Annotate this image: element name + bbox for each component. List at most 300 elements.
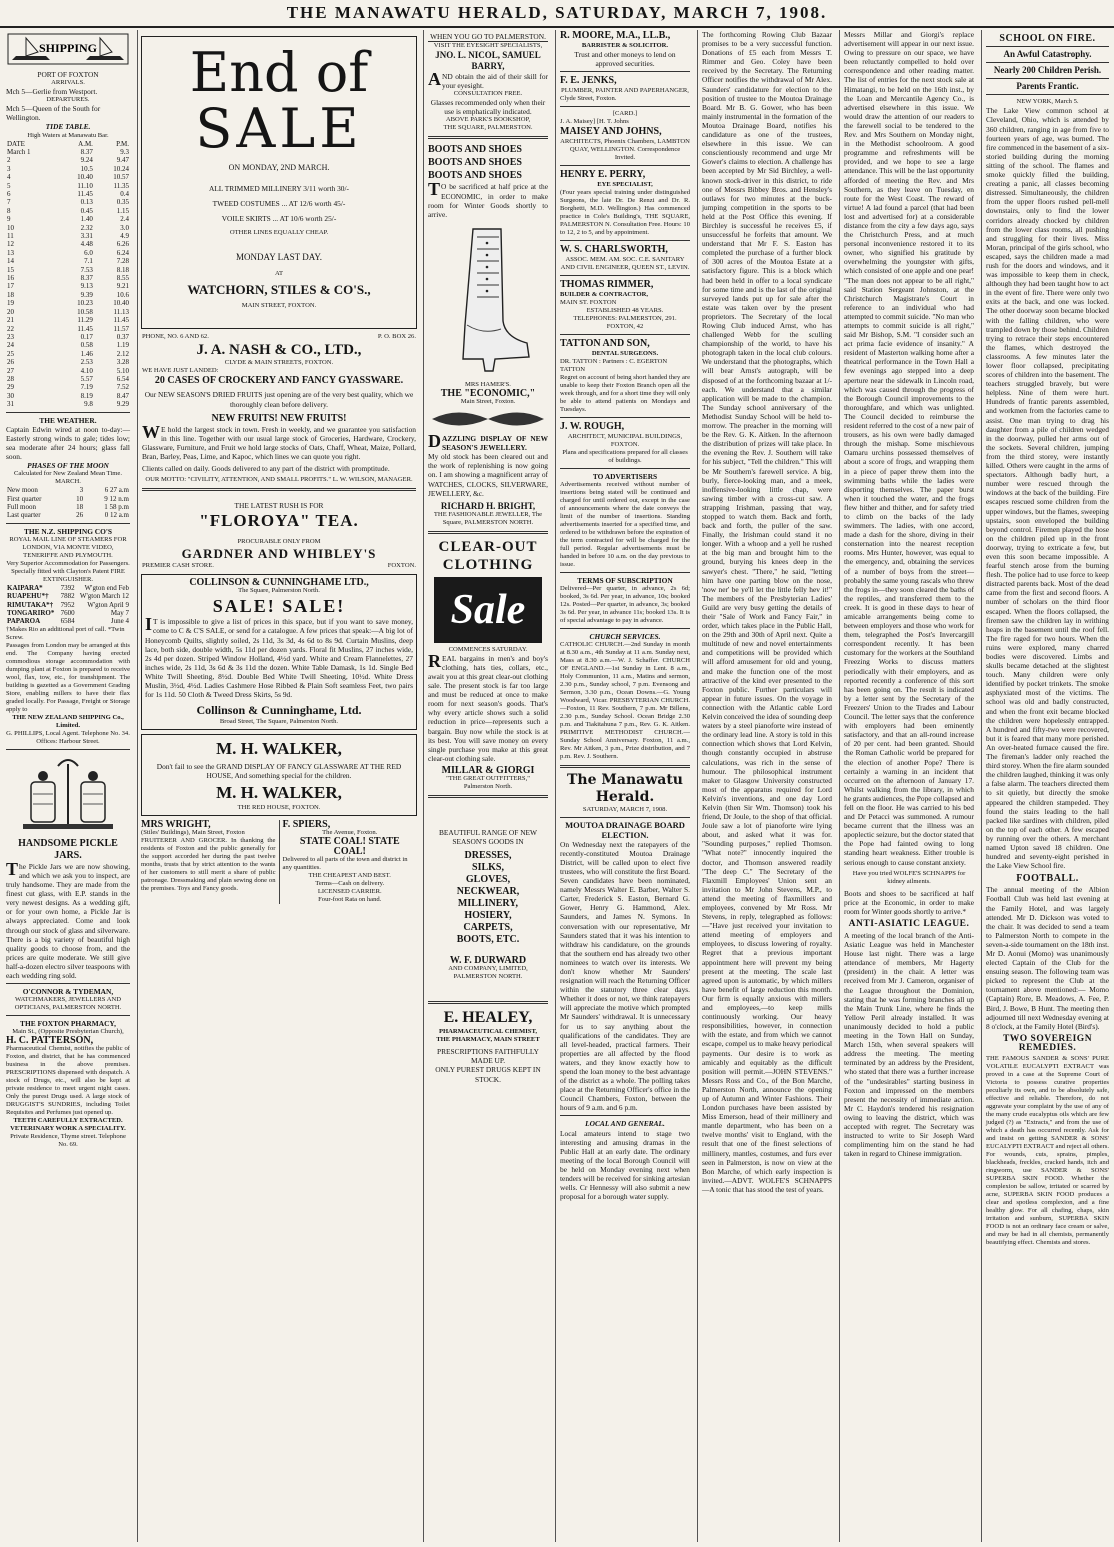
nz-company: THE NEW ZEALAND SHIPPING Co., Limited. — [12, 713, 124, 729]
collinson-footer-address: Broad Street, The Square, Palmerston North. — [219, 718, 339, 726]
nash-phone: PHONE, NO. 6 AND 62. — [142, 333, 209, 341]
moore-text: Trust and other moneys to lend on approved securities. — [574, 50, 676, 69]
tide-pm: 1.19 — [116, 341, 129, 350]
healey-address: THE PHARMACY, MAIN STREET — [436, 1036, 540, 1044]
tide-am: 0.58 — [80, 341, 93, 350]
goods-item: CARPETS, — [463, 922, 513, 934]
sale-banner: Sale — [434, 577, 542, 643]
steamer-row — [6, 609, 130, 617]
tatton-subtitle: DENTAL SURGEONS. — [591, 350, 659, 358]
steamer-cell: 6584 — [60, 617, 75, 626]
tide-am: 7.53 — [80, 265, 93, 274]
tide-date: March 1 — [7, 147, 31, 156]
tide-am: 10.5 — [80, 164, 93, 173]
tide-row — [6, 165, 130, 173]
tide-pm: 11.35 — [113, 181, 129, 190]
shipping-logo-text: SHIPPING — [38, 41, 98, 55]
tide-pm: 2.4 — [120, 215, 129, 224]
tide-date: 4 — [7, 173, 11, 182]
nash-pobox: P. O. BOX 26. — [377, 333, 416, 341]
tide-pm: 0.4 — [120, 190, 129, 198]
maisey-subtitle: ARCHITECTS, Phoenix Chambers, LAMBTON QUAY, WELLINGTON. Correspondence Invited. — [560, 138, 690, 162]
tide-pm: 4.9 — [120, 232, 129, 241]
gardner-heading: GARDNER AND WHIBLEY'S — [181, 546, 377, 562]
tide-pm: 10.57 — [113, 173, 129, 182]
tide-am: 8.37 — [80, 147, 93, 156]
tide-pm: 11.45 — [113, 316, 129, 325]
healey-prescriptions: PRESCRIPTIONS FAITHFULLY MADE UP. — [437, 1047, 539, 1066]
moon-cell: Full moon — [7, 502, 36, 511]
moon-table — [6, 486, 130, 520]
steamers-table — [6, 584, 130, 626]
tide-date: 10 — [7, 223, 14, 232]
sovereign-text: THE FAMOUS SANDER & SONS' PURE VOLATILE EUCALYPTI EXTRACT was proved in a case at the Supreme Court of Victoria to possess curative properties peculiarly its own, and to be absolutely safe, effective and reliable. Therefore, do not aggravate your complaint by the use of any of the many crude eucalyptus oils which are few judged (?) as "Extracts," and from the use of which a death has occurred recently. Ask for and insist on getting SANDER & SONS' EUCALYPTI EXTRACT and reject all others. For wounds, cuts, sprains, pimples, blackheads, freckles, cracked hands, itch and ringworm, use SANDER & SONS' SUPERBA SKIN FOOD. Whether the complexion be sallow, irritated or scarred by acne, SUPERBA SKIN FOOD produces a clear and spotless complexion, and a fine healthy glow. For all chafing, chaps, skin irritation and sunburn, SUPERBA SKIN FOOD is not an ordinary face cream or salve, and may be had in all chemists, permanently beautifying effect. Chemists and stores. — [986, 1055, 1110, 1247]
church-text: CATHOLIC CHURCH.—2nd Sunday in month at 8.30 a.m., 4th Sunday at 11 a.m. Sunday next, Mass at 8.30 a.m.—W. J. Schaffer. CHURCH OF ENGLAND.—1st Sunday in Lent. 8 a.m., Holy Communion, 11 a.m., Matins and sermon, 2.30 p.m., Sunday school, 7 p.m. Evensong and Sermon, 3.30 p.m., Ocean Downs.—G. Young Woodward, Vicar. PRESBYTERIAN CHURCH.—Foxton, 11 Rev. Southern, 7 p.m. Mr Billens, 2.30 p.m., Sunday School. Ocean Bridge 2.30 p.m. and Tiakitahuna 7 p.m., Rev. G. K. Aitken. PRIMITIVE METHODIST CHURCH.—Sunday School Anniversary. Foxton, 11 a.m., Rev. Mr Aitken, 3 p.m., Prize distribution, and 7 p.m. Rev. J. Southern. — [560, 641, 690, 761]
tide-am: 10.58 — [77, 307, 93, 316]
tide-row — [6, 207, 130, 215]
tide-row — [6, 257, 130, 265]
tide-am: 5.57 — [80, 374, 93, 383]
end-of-sale-bottom: SALE — [195, 97, 363, 160]
goods-item: BOOTS, ETC. — [456, 934, 520, 946]
oconnor-title: O'CONNOR & TYDEMAN, — [22, 987, 114, 997]
tide-pm: 3.0 — [120, 223, 129, 232]
steamer-cell: W'gton March 12 — [79, 592, 129, 601]
weather-title: THE WEATHER. — [39, 415, 97, 425]
tide-am: 10.23 — [77, 299, 93, 308]
tide-date: 27 — [7, 366, 14, 375]
subscription-text: Delivered—Per quarter, in advance, 2s 6d; booked, 3s 6d. Per year, in advance, 10s; booked 12s. Posted—Per quarter, in advance, 3s; booked 3s 6d. Per year, in advance 11s; booked 13s. It is of special advantage to pay in advance. — [560, 585, 690, 625]
end-of-sale-ad — [141, 36, 417, 329]
nz-shipping-body: Passages from London may be arranged at this end. The Company having erected commodious storage accommodation with dumping plant at Foxton is prepared to receive wool, flax, tow, etc., for transhipment. The building is gazetted as a Government Grading Store, enabling millers to have their flax graded locally. For Passage, Freight or Storage apply to — [6, 641, 130, 713]
local-title: LOCAL AND GENERAL. — [585, 1119, 665, 1129]
departures-heading: DEPARTURES. — [46, 96, 90, 104]
tide-pm: 10.6 — [116, 290, 129, 299]
column-5-text: The forthcoming Rowing Club Bazaar promises to be a very successful function. Donations of £5 each from Messrs T. Rimmer and Geo. Coley have been received by the Secretary. The Returning Officer notifies the withdrawal of Mr Alex. Saunders' candidature for election to the position of trustee to the Moutoa Drainage Board. Mr B. G. Gower, who has been mainly instrumental in the formation of the Moutoa Drainage Board, notifies his candidature as one of the trustees, elsewhere in this issue. We can conscientiously recommend and urge Mr Gower's claims to election. A challenge has been accepted by Mr Sid Birchley, a well-known stock-driver in this district, to ride one of Messrs Bibbey Bros. and Hensley's outlaws for two minutes at the buck-jumping competition in the sports to be held at the Post Office this evening. If Birchley is successful he receives £5, if unsuccessful he forfeits that amount. We understand that Mr F. S. Easton has completed the purchase of a further block of 300 acres of the Moutoa Estate at a satisfactory figure. This is a block which had been held in offer to a local syndicate for some time and is the last of the original surveyed lands put up for sale after the estate was taken over by the present proprietors. The Secretary of the local Rowing Club induced Arnst, who has challenged Webb for the sculling championship of the world, to have his photograph taken in the local club colours. We understand that the photographs, which will bear Arnst's autograph, will be disposed of at the forthcoming bazaar at 1/- each. We understand that a similar application will be made to the champion. The Sunday school anniversary of the Methodist Sunday School will be held to-morrow. The preacher in the morning will be the Rev. G. K. Aitken. In the afternoon the distribution of prizes will take place. In the evening the Rev. J. Southern will take for his subject, "Tell the children." This will be Mr Southern's farewell service. A big, burly, fierce-looking man, and a meek, inoffensive-looking little chap, were sawing timber with a cross-cut saw. A strapping Irishman, passing that way, stopped to watch them. Back and forth, back and forth, the puller of the saw. Finally, the Irishman could stand it no longer. With a whoop and a yell he rushed at the big man and brought him to the ground, burying his knees deep in the sawyer's chest. "There," he said, "letting him have one parting blow on the nose, 'now ner' be ye'll let the little felly hev it!" The members of the Presbyterian Ladies' Guild are very busy getting the details of their "Sale of Work and Fancy Fair," in order, which takes place in the Public Hall, on the 29th and 30th of April next. Quite a multitude of new and novel entertainments and competitions will be provided which will afford amusement for old and young, and make the function one of the most attractive of the kind ever presented to the Foxton public. Further particulars will appear in future issues. On the voyage in connection with the Atlantic cable Lord Kelvin conceived the idea of sounding deep waters by a steel pianoforte wire instead of the ordinary lead line. A story is told in this connection which shows that Lord Kelvin, though constantly occupied in abstruse calculations, was rich in the sense of humour. The philosophical instrument maker to Glasgow University constructed most of the apparatus required for Lord Kelvin's inventions, and one day Lord Kelvin (then Sir Wm. Thomson) took his friend, Dr Joule, to the shop of that official. Joule saw a lot of pianoforte wire lying about, and asked what it was for. "Sounding purposes," replied Thomson. "What note?" innocently inquired the doctor, and Thomson answered readily "The deep C." The Secretary of the Flaxmill Employees' Union sent an invitation to Mr John Stevens, M.P., to attend the meeting of flaxmillers and employees, convened by Mr Ross. Mr Stevens, in reply, telegraphed as follows:—"Have just received your invitation to attend meeting of employers and employees, to discuss lowering of royalty. Regret that a previous important appointment here will prevent my being present at the meeting. The scale last agreed upon is automatic, by which millers have benefit of large reduction this month. Our firm is equally anxious with millers and employees,—to keep mills continuously working. Our heavy responsibilities, however, in connection with the estate, and from which we cannot escape, compel us to make heavy periodical payments. Our desire is to work as amicably and equitably as the difficult position will permit.—JOHN STEVENS." Messrs Ross and Co., of the Bon Marche, Palmerston North, announce the opening up of Autumn and Winter Fashions. Their London purchases have been assisted by Miss Emerson, head of their millinery and mantle department, who has been on a twelve months' visit to England, with the result that one of the finest selections of millinery, mantles, costumes, and furs ever seen in Palmerston, is now on view at the Bon Marche, of which early inspection is invited.—ADVT. WOLFE'S SCHNAPPS—A tonic that has stood the test of years. — [702, 30, 832, 1194]
gardner-premier: PREMIER CASH STORE. — [142, 562, 214, 570]
tide-date: 12 — [7, 240, 14, 249]
anti-asiatic-text: A meeting of the local branch of the Anti-Asiatic League was held in Manchester House last night. There was a large attendance of members, Mr Hagerty (president) in the chair. A letter was received from Mr J. Cameron, organiser of the League throughout the Dominion, stating that he was forming branches all up the Main Trunk Line, where he finds the Yellow Peril already installed. It was unanimously decided to hold a public meeting in the Town Hall on Sunday, March 15th, when several speakers will address the meeting. The meeting terminated by an address by the President, who stated that there was a further increase of the "undesirables" starting business in Foxton and impressed on the members present the necessity of immediate action. Mr C. Haydon's tendered his resignation owing to leaving the district, which was accepted with regret. The Secretary was instructed to write to Sir Joseph Ward complimenting him on the stand he had taken in regard to Chinese immigration. — [844, 931, 974, 1159]
millar-title: MILLAR & GIORGI — [441, 764, 535, 776]
steamer-cell: TONGARIRO* — [7, 609, 55, 618]
tide-date: 25 — [7, 349, 14, 358]
tide-am: 9.39 — [80, 290, 93, 299]
collinson-sale: SALE! SALE! — [212, 596, 346, 617]
herald-title: The Manawatu Herald. — [567, 772, 683, 806]
spiers-rata: Four-foot Rata on hand. — [318, 895, 382, 903]
spiers-text: Delivered to all parts of the town and district in any quantities. — [282, 855, 408, 871]
perry-text: (Four years special training under distinguished Surgeons, the late Dr. De Renzi and Dr. R. Borghetti, M.D. Wellington.) Has commenced practice in Cole's Building's, THE SQUARE, PALMERSTON N. Consultation Free. Hours: 10 to 12, 2 to 5, and by appointment. — [560, 189, 690, 237]
boots-line-1: BOOTS AND SHOES — [428, 144, 522, 156]
tide-am: 6.0 — [84, 248, 93, 257]
jenks-address: Clyde Street, Foxton. — [560, 95, 617, 103]
tide-row — [6, 224, 130, 232]
tide-date: 7 — [7, 198, 11, 207]
boots-note: Boots and shoes to be sacrificed at half price at the Economic, in order to make room for Winter goods shortly to arrive.* — [844, 888, 974, 916]
rimmer-title: THOMAS RIMMER, — [560, 279, 654, 291]
steamer-cell: W'gton end Feb — [84, 583, 129, 592]
column-6 — [839, 30, 978, 1542]
steamer-cell: May 7 — [110, 609, 129, 618]
tide-row — [6, 383, 130, 391]
tide-date: 8 — [7, 206, 11, 215]
steamer-cell: 7600 — [60, 609, 75, 618]
weather-text: Captain Edwin wired at noon to-day:— Easterly strong winds to gale; tides low; sea moderate after 24 hours; glass fall soon. — [6, 424, 130, 461]
steamer-cell: PAPAROA — [7, 617, 41, 626]
goods-list — [428, 850, 548, 946]
advertisers-title: TO ADVERTISERS — [592, 472, 658, 482]
maisey-title: MAISEY AND JOHNS, — [560, 126, 662, 138]
tide-row — [6, 350, 130, 358]
sovereign-title: TWO SOVEREIGN REMEDIES. — [1002, 1033, 1093, 1053]
tide-am: 7.1 — [84, 257, 93, 266]
advertisers-text: Advertisements received without number of insertions being stated will be continued and charged for until ordered out, except in the case of announcements where the date conveys the limit of the number of insertions. Standing advertisements inserted for a specified time, and ordered to be withdrawn before the expiration of the term contracted for will be charged for the full period. Regular advertisements must be handed in before 10 a.m. on the day previous to issue. — [560, 481, 690, 569]
tide-am: 2.53 — [80, 358, 93, 367]
nicol-text: AND obtain the aid of their skill for your eyesight. — [428, 69, 548, 91]
established-label: ESTABLISHED 48 YEARS. — [586, 307, 664, 315]
rough-subtitle: ARCHITECT, MUNICIPAL BUILDINGS, FOXTON. — [567, 433, 683, 449]
tide-pm: 11.57 — [113, 324, 129, 333]
moon-cell: 10 — [76, 494, 84, 503]
nz-shipping-subtitle: ROYAL MAIL LINE OF STEAMERS FOR LONDON, VIA MONTE VIDEO, TENERIFFE AND PLYMOUTH. — [9, 535, 127, 559]
walker-text: Don't fail to see the GRAND DISPLAY OF FANCY GLASSWARE AT THE RED HOUSE, And something special for the children. — [156, 762, 402, 781]
floroya-heading: "FLOROYA" TEA. — [199, 511, 359, 531]
steamer-cell: 7882 — [60, 592, 75, 601]
tide-row — [6, 156, 130, 164]
nash-motto: OUR MOTTO: "CIVILITY, ATTENTION, AND SMALL PROFITS." L. W. WILSON, MANAGER. — [145, 476, 413, 484]
tide-am: 9.13 — [80, 282, 93, 291]
tide-date: 5 — [7, 181, 11, 190]
tide-am: 11.29 — [77, 316, 93, 325]
tide-am: 1.40 — [80, 215, 93, 224]
patterson-text: Pharmaceutical Chemist, notifies the public of Foxton, and district, that he has commenced business in the above premises. PRESCRIPTIONS dispensed with despatch. A stock of Drugs, etc., will also be kept at private residence to meet urgent night cases. Only the purest Drugs used. A large stock of DRUGGIST'S SUNDRIES, including Toilet Requisites and Perfumes just opened up. — [6, 1045, 130, 1117]
tide-pm: 7.52 — [116, 383, 129, 392]
tide-am: 9.8 — [84, 400, 93, 409]
tide-date: 24 — [7, 341, 14, 350]
tide-am: 11.45 — [77, 324, 93, 333]
walker-ad — [141, 734, 417, 816]
when-heading: WHEN YOU GO TO PALMERSTON. — [428, 32, 548, 42]
patterson-title: H. C. PATTERSON, — [6, 1035, 94, 1047]
bright-subtitle: THE FASHIONABLE JEWELLER, The Square, PALMERSTON NORTH. — [433, 510, 543, 526]
steamer-row — [6, 584, 130, 592]
nash-new-fruits: NEW FRUITS! NEW FRUITS! — [211, 412, 347, 424]
tide-am: 0.17 — [80, 332, 93, 341]
pickle-jar-icon — [13, 754, 123, 834]
tide-pm: 9.3 — [120, 147, 129, 156]
tide-pm: 7.28 — [116, 257, 129, 266]
tide-am: 0.45 — [80, 206, 93, 215]
healey-purest: ONLY PUREST DRUGS KEPT IN STOCK. — [435, 1065, 541, 1084]
pharmacy-subtitle: Main St., (Opposite Presbyterian Church), — [12, 1028, 124, 1036]
tide-am: 4.10 — [80, 366, 93, 375]
tide-date: 30 — [7, 391, 14, 400]
tide-row — [6, 148, 130, 156]
spiers-subtitle: The Avenue, Foxton. — [322, 829, 378, 837]
tide-pm: 6.26 — [116, 240, 129, 249]
tide-am: 4.48 — [80, 240, 93, 249]
boots-line-2: BOOTS AND SHOES — [428, 157, 522, 169]
steamer-cell: RIMUTAKA*† — [7, 600, 54, 609]
boots-text: TO be sacrificed at half price at the ECONOMIC, in order to make room for Winter Goods shortly to arrive. — [428, 179, 548, 219]
spiers-ad — [280, 820, 418, 903]
steamer-row — [6, 592, 130, 600]
arrivals-heading: ARRIVALS. — [51, 79, 85, 87]
tide-col-am: A.M. — [78, 139, 93, 148]
rush-heading: THE LATEST RUSH IS FOR — [234, 501, 324, 511]
goods-item: MILLINERY, — [457, 898, 519, 910]
herald-date: SATURDAY, MARCH 7, 1908. — [582, 806, 668, 814]
rimmer-subtitle: BUILDER & CONTRACTOR, — [560, 291, 648, 299]
tide-pm: 0.35 — [116, 198, 129, 207]
tide-row — [6, 249, 130, 257]
tide-date: 19 — [7, 299, 14, 308]
classes-text: Glasses recommended only when their use is emphatically indicated. — [430, 98, 546, 117]
maisey-names: J. A. Maisey] [H. T. Johns — [560, 118, 629, 126]
beautiful-range: BEAUTIFUL RANGE OF NEW SEASON'S GOODS IN — [438, 828, 538, 847]
column-7 — [981, 30, 1113, 1542]
commences-label: COMMENCES SATURDAY. — [448, 645, 528, 653]
tide-am: 3.31 — [80, 232, 93, 241]
moon-cell: 1 58 p.m — [104, 502, 129, 511]
tide-date: 9 — [7, 215, 11, 224]
football-text: The annual meeting of the Albion Football Club was held last evening at the Family Hotel, and was largely attended. Mr D. Dickson was voted to the chair. It was decided to send a team to Palmerston North to compete in the seven-a-side tournament on the 18th inst. Mr D. Aonui (Momo) was unanimously elected Captain of the Club for the ensuing season. The following team was picked to represent the Club at the tournament above mentioned:— Momo (Captain) Rore, B. Meadows, A. Fee, P. Bird, J. Bowe, B Hunt. The meeting then adjourned till next Wednesday evening at 8 o'clock, at the Family Hotel (Bird's). — [986, 885, 1109, 1031]
tide-date: 31 — [7, 400, 14, 409]
wright-title: MRS WRIGHT, — [141, 819, 211, 831]
durward-subtitle: AND COMPANY, LIMITED, PALMERSTON NORTH. — [448, 965, 528, 981]
tide-date: 17 — [7, 282, 14, 291]
bright-title: RICHARD H. BRIGHT, — [440, 500, 536, 511]
port-heading: PORT OF FOXTON — [37, 70, 99, 80]
nz-shipping-text: Very Superior Accommodation for Passengers. Specially fitted with Clayton's Patent FIRE EXTINGUISHER. — [6, 559, 130, 583]
healey-title: E. HEALEY, — [443, 1009, 533, 1027]
wolfe-note: Have you tried WOLFE'S SCHNAPPS for kidney ailments. — [852, 869, 966, 885]
perry-subtitle: EYE SPECIALIST, — [597, 181, 653, 189]
nash-landed: WE HAVE JUST LANDED: — [142, 367, 219, 375]
goods-item: SILKS, — [472, 862, 504, 874]
perry-title: HENRY E. PERRY, — [560, 169, 646, 181]
column-5 — [697, 30, 836, 1542]
millinery-line: ALL TRIMMED MILLINERY 3/11 worth 30/- — [208, 184, 350, 194]
end-of-sale-date: ON MONDAY, 2ND MARCH. — [228, 163, 330, 172]
tide-date: 6 — [7, 190, 11, 198]
nash-hold-text: WE hold the largest stock in town. Fresh in weekly, and we guarantee you satisfaction in this line. Together with our usual large stock of Groceries, Hardware, Crockery, Glassware, Furniture, and Fruit we hold large stocks of Oats, Chaff, Wheat, Maize, Pollard, Bran, Barley, Peas, Lime, and Kapoc, which lines we can quote you right. — [142, 421, 416, 461]
spiers-cheapest: THE CHEAPEST AND BEST. — [308, 871, 391, 879]
tide-am: 11.10 — [77, 181, 93, 190]
tide-pm: 2.12 — [116, 349, 129, 358]
tide-pm: 8.55 — [116, 274, 129, 283]
tide-pm: 9.21 — [116, 282, 129, 291]
moon-row — [6, 495, 130, 503]
collinson-ad — [141, 574, 417, 730]
tweed-line: TWEED COSTUMES ... AT 12/6 worth 45/- — [212, 199, 346, 209]
tide-pm: 10.40 — [113, 299, 129, 308]
gardner-row — [142, 562, 416, 570]
tide-date: 2 — [7, 156, 11, 165]
local-text: Local amateurs intend to stage two interesting and amusing dramas in the Public Hall at an early date. The ordinary meeting of the local Borough Council will be held on Monday evening next when tenders will be received for sinking artesian wells. Cr Hennessy will also submit a new proposal for a borough water supply. — [560, 1128, 690, 1202]
nash-crockery: 20 CASES OF CROCKERY AND FANCY GYASSWARE. — [154, 375, 404, 387]
collinson-text: IT is impossible to give a list of prices in this space, but if you want to save money, come to C & C'S SALE, or send for a catalogue. A few prices that speak:—A big lot of Honeycomb Quilts, slightly soiled, 2s 11d, 3s 3d, 4s 6d to 8s 9d. Curtain Muslins, deep lace, both side, double width, 5s 11d per dozen yards. Floral fit Muslins, 27 inches wide, 2s 4d per dozen. Striped Window Holland, 4½d yard. White and Cream Flannelettes, 27 inches wide, 2s 11d, 3s 6d & 3s 11d the dozen. White Table Damask, 1s 1d. Single Bed White Twill Sheeting, 8½d. Double Bed White Twill Sheeting, 10½d. White Dress Muslin, 3½d, 4½d. Ladies Cashmere Hose Ribbed & Plain Soft seamless Feet, two pairs for 1s 11d. 50 Cloth & Tweed Dress Skirts, 5s 9d. — [145, 614, 413, 700]
nash-fruits: Our NEW SEASON'S DRIED FRUITS just opening are of the very best quality, which we thoroughly clean before delivery. — [144, 390, 414, 409]
watchorn-title: WATCHORN, STILES & CO'S., — [187, 282, 371, 298]
tide-row — [6, 325, 130, 333]
tide-row — [6, 274, 130, 282]
tide-date: 20 — [7, 307, 14, 316]
tide-date: 23 — [7, 332, 14, 341]
oconnor-subtitle: WATCHMAKERS, JEWELLERS AND OPTICIANS, PALMERSTON NORTH. — [14, 996, 122, 1012]
tide-row — [6, 282, 130, 290]
jenks-title: F. E. JENKS, — [560, 75, 617, 87]
nz-shipping-title: THE N.Z. SHIPPING CO'S — [23, 526, 113, 536]
moutoa-text: On Wednesday next the ratepayers of the recently-constituted Moutoa Drainage District, will be called upon to elect five trustees, who will constitute the first Board. Seven candidates have been nominated, namely Messrs Walter E. Barber, Walter S. Carter, Frederick S. Easton, Bernard G. Gower, Henry G. Hammond, Alex. Saunders, and James N. Symons. In conversation with our representative, Mr Saunders stated that it was his intention to withdraw his candidature, on the grounds that the southern end has already two other nominees to watch over its interests. We don't know whether Mr Saunders' resignation will reach the Returning Officer within the statutory three clear days. Whether it does or not, we think ratepayers will appreciate the motive which prompted Mr Saunders' withdrawal. It is unnecessary for us to say anything about the qualifications of the candidates. They are all level-headed, practical farmers. Their properties are all affected by the flood waters, and they know exactly how to spend the loan money to the best advantage of the district as a whole. The polling takes place at the Returning Officer's office in the Council Chambers, Foxton, between the hours of 9 a.m. and 6 p.m. — [560, 839, 690, 1113]
tide-date: 21 — [7, 316, 14, 325]
tide-date: 11 — [7, 232, 14, 241]
moore-subtitle: BARRISTER & SOLICITOR. — [581, 42, 669, 49]
jenks-subtitle: PLUMBER, PAINTER AND PAPERHANGER, — [561, 87, 689, 95]
tide-pm: 1.15 — [116, 206, 129, 215]
moon-cell: Last quarter — [7, 511, 41, 520]
fire-frantic: Parents Frantic. — [1016, 81, 1079, 92]
nash-address: CLYDE & MAIN STREETS, FOXTON. — [224, 359, 334, 367]
fire-text: The Lake View common school at Cleveland, Ohio, which is attended by 360 children, ranging in age from five to fourteen years of age, was burned. The fire commenced in the basement of a six-storied building during the morning sitting of the school. The flames and smoke quickly filled the building, creating a panic, all classes becoming distressed. Simultaneously, the children from the upper floors rushed pell-mell downstairs, only to find the lower corridors already chocked by children from the lower class rooms, all pushing and struggling for their lives. Miss Moran, principal of the girls school, who escaped, says the children made a mad rush for the doors and windows, and it was impossible to keep them in check, although they had been taught how to act in the event of fire. There were only two exits at the back, and one was locked. The other doorway soon became blocked with the falling children, who were trampled down by those behind. Children trying to retrace their steps encountered the flames, which destroyed the classrooms. A few minutes later the lower floor collapsed, precipitating scores of children into the basement. The teachers struggled bravely, but were helpless. Nine of them were hurt. Hundreds of frantic parents assembled, and workmen from the factories came to assist. One man trying to drag his daughter from a pile of children wedged in the doorway, pulled her arms out of the sockets. Several children, jumping from the third storey, were instantly killed. Others were caught in the arms of spectators. Although badly hurt, a number were rescued through the windows at the back of the building. Fire escapes rescued some children from the upper windows, but the flames, sweeping upstairs, soon enveloped the building beyond control. Firemen played the hose on the children piled up in the front doorway, trying to extricate a few, but even this soon became impossible. A fearful stench arose from the burning flesh. The police had to use force to keep distracted parents back. Most of the dead came from the first and second floors. A number of scholars on the third floor escaped. When the floors collapsed, the firemen saw the children lay in writhing heaps in the basement until the roof fell. The fire raged for two hours. When the ruins were explored, many charred bodies were discovered. Limbs and skulls became detached at the slightest touch. Many children were only identified by pocket trinkets. The smoke asphyxiated most of the victims. The school was old and badly constructed, and when the front exit became blocked the children were hopelessly entrapped. A hundred and fifty-two were recovered, but it is feared that many more perished. An over-heated furnace caused the fire. The fireman's ladder only reached the third storey. When the fire alarm sounded the children laughed, thinking it was only a false alarm. The teachers directed them to sit quietly, but directly the smoke appeared the children stampeded. They found the stairs leading to the hall packed like sardines with children, piled on the top of each other. A few escaped by running over the others. A merchant named Upton saved 18 children. One hundred and seventy-eight perished in the Lake View School fire. — [986, 106, 1109, 871]
column-4 — [555, 30, 694, 1542]
rimmer-address: MAIN ST. FOXTON — [560, 299, 617, 307]
tide-am: 8.37 — [80, 274, 93, 283]
football-title: FOOTBALL. — [1016, 873, 1079, 885]
tide-row — [6, 316, 130, 324]
vet-text: VETERINARY WORK A SPECIALITY. — [10, 1125, 126, 1133]
moon-cell: 6 27 a.m — [104, 486, 129, 495]
tide-pm: 3.28 — [116, 358, 129, 367]
walker-title-1: M. H. WALKER, — [216, 739, 342, 759]
subscription-title: TERMS OF SUBSCRIPTION — [577, 576, 673, 586]
tide-row — [6, 291, 130, 299]
tide-table — [6, 140, 130, 409]
tide-am: 11.45 — [77, 190, 93, 198]
fire-nearly: Nearly 200 Children Perish. — [993, 65, 1102, 76]
moon-title: PHASES OF THE MOON — [27, 461, 109, 471]
moon-row — [6, 511, 130, 519]
tide-date: 29 — [7, 383, 14, 392]
tide-am: 9.24 — [80, 156, 93, 165]
outfitters-label: "THE GREAT OUTFITTERS," — [446, 775, 530, 782]
walker-address: THE RED HOUSE, FOXTON. — [237, 804, 321, 812]
moutoa-title: MOUTOA DRAINAGE BOARD ELECTION. — [565, 820, 685, 840]
departures-text: Mch 5—Queen of the South for Wellington. — [6, 104, 101, 123]
tide-pm: 11.13 — [113, 307, 129, 316]
steamer-cell: W'gton April 9 — [87, 600, 129, 609]
tide-row — [6, 375, 130, 383]
moon-month: MARCH. — [55, 478, 81, 486]
ornament-icon — [428, 406, 548, 432]
tide-pm: 6.54 — [116, 374, 129, 383]
collinson-title: COLLINSON & CUNNINGHAME LTD., — [189, 577, 369, 589]
tide-date: 3 — [7, 164, 11, 173]
moon-cell: New moon — [7, 486, 38, 495]
moon-cell: 26 — [76, 511, 84, 520]
moon-subtitle: Calculated for New Zealand Mean Time. — [13, 470, 123, 478]
steamer-cell: 7392 — [60, 583, 75, 592]
spiers-terms: Terms—Cash on delivery. — [315, 879, 385, 887]
tide-row — [6, 341, 130, 349]
fire-dateline: NEW YORK, March 5. — [1016, 98, 1079, 106]
tide-row — [6, 215, 130, 223]
tide-col-date: DATE — [7, 139, 25, 148]
above-label: ABOVE PARK'S BOOKSHOP, — [445, 116, 531, 124]
wright-ad — [141, 820, 280, 903]
moon-cell: 3 — [79, 486, 84, 495]
collinson-address: The Square, Palmerston North. — [238, 587, 320, 595]
column-6-text: Messrs Millar and Giorgi's replace advertisement will appear in our next issue. Owing to pressure on our space, we have been reluctantly compelled to hold over correspondence and other reading matter. The list of entries for the next stock sale at Himatangi, to be held on the 16th inst., by the Loan and Mercantile Agency Co., is advertised elsewhere in this issue. We would draw the attention of our readers to the farewell social to be tendered to the Rev. and Mrs Southern on Monday night, in the Methodist schoolroom. A good programme and refreshments will be provided, and we hope to see a large attendance. This will be the last opportunity afforded of meeting the Rev. and Mrs Southern, as they leave on Tuesday, en route for the West Coast. The reward of virtue! A lad found a parcel (that had been lost and advertised for) at a considerable distance from the city a few days ago, says the Christchurch Press, and at much personal inconvenience restored it to its owner, who signified his gratitude by overwhelming the youngster with gifts, which consisted of one apple and one pear! "The man does not appear to be all right," said Station Sergeant Johnston, at the Christchurch Magistrate's Court in reference to an individual who had attempted to commit suicide. "No man who attempts to commit suicide is all right," said Mr Bishop, S.M. "I consider such an act prima facie evidence of insanity." A resident of Masterton walking home after a theatrical performance in the Town Hall a few evenings ago stepped into a deep aperture near the sidewalk in Lincoln road, which was caused through the progress of the Borough Council improvements to the thoroughfare, and which was unlighted. The Council decided to reimburse the resident referred to the cost of a new pair of trousers, as his own were badly damaged through the mishap. Some mischievous Oamaru urchins possessed themselves of about a score of frogs, and wrapping them in a piece of paper threw them into the swimming baths while the ladies were disporting themselves. The paper burst when it touched the water, and the frogs flew hither and thither, and for safety tried to climb on the backs of the lady swimmers. The ladies, with one accord, made a dash for the shore, diving in their consternation into the nearest reception rooms. Mrs Hunter, however, was equal to the emergency, and, obtaining the services of a number of boys from the street—probably the same young rascals who threw the frogs in—they soon cleared the baths of the reptiles, and transferred them to the creek. It is good in these days to hear of amicable arrangements being come to between employers and those who work for them, telegraphed the Post's Invercargill correspondent recently. It has been customary for the workers at the Southland Freezing Works to discuss matters periodically with their employers, and as reported recently a conference of this sort has been going on. The result is indicated by a letter sent by the Secretary of the Freezers' Union to the Trades and Labour Council. The letter says that the conference with employers had been eminently satisfactory, and that an all-round increase of 20 per cent. had been granted. Should the Roman Catholic world be prepared for the election of another Pope? There is certainly a warning in an incident that occurred on the afternoon of January 17. Whilst walking from the library, in which he grants audiences, the Pope collapsed and fell on the floor. He was carried to his bed and Dr Petacci was summoned. A rumour became current that the illness was an apoplectic seizure, but the doctor stated that the Pope had fainted owing to long standing heart weakness. Either trouble is serious enough to cause constant anxiety. — [844, 30, 974, 867]
tide-row — [6, 240, 130, 248]
tide-date: 16 — [7, 274, 14, 283]
tide-am: 2.32 — [80, 223, 93, 232]
voile-line: VOILE SKIRTS ... AT 10/6 worth 25/- — [221, 214, 337, 224]
durward-title: W. F. DURWARD — [449, 955, 527, 967]
tide-am: 10.40 — [77, 173, 93, 182]
steamer-note: †Makes Rio an additional port of call. *Twin Screw. — [6, 625, 125, 641]
at-label: AT — [274, 270, 284, 278]
tide-subtitle: High Waters at Manawatu Bar. — [27, 131, 109, 139]
tide-row — [6, 198, 130, 206]
masthead: THE MANAWATU HERALD, SATURDAY, MARCH 7, 1908. — [0, 0, 1114, 28]
tide-date: 18 — [7, 290, 14, 299]
tide-date: 28 — [7, 374, 14, 383]
tide-row — [6, 367, 130, 375]
tide-pm: 9.29 — [116, 400, 129, 409]
tide-am: 7.19 — [80, 383, 93, 392]
nash-clients: Clients called on daily. Goods delivered to any part of the district with promptitude. — [142, 464, 390, 474]
tide-row — [6, 392, 130, 400]
nash-contact-row — [142, 333, 416, 341]
moon-cell: 18 — [76, 502, 84, 511]
end-of-sale-top: End of — [189, 41, 369, 104]
tide-row — [6, 232, 130, 240]
tide-row — [6, 299, 130, 307]
tide-row — [6, 173, 130, 181]
tide-am: 8.19 — [80, 391, 93, 400]
economic-title: THE "ECONOMIC," — [440, 387, 536, 399]
clearout-heading: CLEAR-OUT CLOTHING — [438, 538, 538, 573]
pharmacy-title: THE FOXTON PHARMACY, — [20, 1019, 116, 1029]
goods-item: NECKWEAR, — [456, 886, 520, 898]
pickle-text: The Pickle Jars we are now showing, and which we ask you to inspect, are truly handsome. They are made from the finest cut glass, with E.P. stands in the very newest designs. As a wedding gift, or for your own home, a Pickle Jar is always appreciated. Come and look through our stock of glass and silverware. There is a big variety of beautiful high quality goods to choose from, and the prices are quite moderate. We still give half-a-dozen electro silver teaspoons with each wedding ring sold. — [6, 858, 130, 980]
bargains-text: REAL bargains in men's and boy's clothing, hats ties, collars, etc., await you at this great clear-out clothing sale. The present stock is far too large and must be reduced at once to make room for next season's goods. That's why every article shows such a solid reduction in price—represents such a bargain. Buy now while the stock is at its best. You will save money on every single purchase you make at this great clear-out clothing sale. — [428, 650, 548, 763]
column-2 — [137, 30, 420, 1542]
tatton-partners: DR. TATTON : Partners : C. EGERTON TATTON — [560, 358, 668, 374]
nash-title: J. A. NASH & CO., LTD., — [196, 342, 362, 359]
consult-label: CONSULTATION FREE. — [453, 90, 523, 98]
rough-text: Plans and specifications prepared for all classes of buildings. — [562, 449, 688, 465]
moon-cell: First quarter — [7, 494, 42, 503]
fire-title: SCHOOL ON FIRE. — [999, 33, 1096, 44]
tide-pm: 6.24 — [116, 248, 129, 257]
goods-item: HOSIERY, — [464, 910, 512, 922]
healey-subtitle: PHARMACEUTICAL CHEMIST, — [438, 1028, 538, 1036]
goods-item: GLOVES, — [465, 874, 511, 886]
residence-text: Private Residence, Thyme street. Telephone No. 69. — [10, 1133, 126, 1149]
pickle-title: HANDSOME PICKLE JARS. — [18, 837, 118, 861]
tide-row — [6, 190, 130, 198]
tide-row — [6, 333, 130, 341]
tatton-text: Regret on account of being short handed they are unable to keep their Foxton Branch open all the week through, and for a short time they will only be able to attend patients on Mondays and Tuesdays. — [560, 374, 690, 414]
tide-date: 22 — [7, 324, 14, 333]
moon-row — [6, 503, 130, 511]
boots-line-3: BOOTS AND SHOES — [428, 170, 522, 182]
collinson-footer: Collinson & Cunninghame, Ltd. — [196, 703, 362, 718]
bottom-ads-row — [141, 820, 417, 903]
other-lines: OTHER LINES EQUALLY CHEAP. — [229, 229, 329, 237]
